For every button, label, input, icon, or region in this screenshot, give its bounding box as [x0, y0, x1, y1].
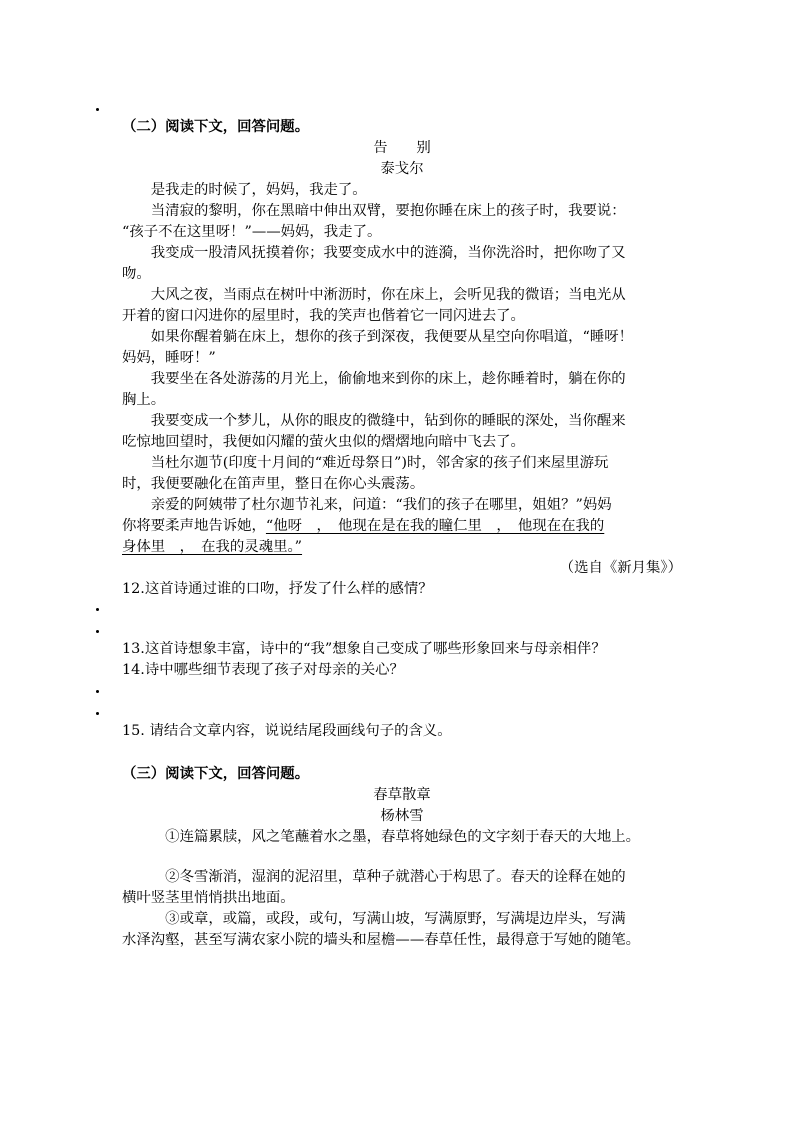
section2-heading: （二）阅读下文，回答问题。 — [122, 118, 310, 135]
margin-dot — [96, 690, 99, 693]
poem-line: 妈妈，睡呀！” — [122, 350, 216, 366]
poem-line: 如果你醒着躺在床上，想你的孩子到深夜，我便要从星空向你唱道，“睡呀！ — [122, 329, 634, 345]
essay-paragraph-3: ③或章，或篇，或段，或句，写满山坡，写满原野，写满堤边岸头，写满 — [122, 911, 626, 927]
poem-author: 泰戈尔 — [380, 161, 424, 177]
essay-paragraph-3: 水泽沟壑，甚至写满农家小院的墙头和屋檐——春草任性，最得意于写她的随笔。 — [122, 932, 641, 948]
poem-line: 亲爱的阿姨带了杜尔迦节礼来，问道：“我们的孩子在哪里，姐姐？”妈妈 — [122, 497, 612, 513]
essay-author: 杨林雪 — [380, 808, 424, 824]
margin-dot — [96, 712, 99, 715]
poem-line: 时，我便要融化在笛声里，整日在你心头震荡。 — [122, 476, 425, 492]
poem-line: 当清寂的黎明，你在黑暗中伸出双臂，要抱你睡在床上的孩子时，我要说： — [122, 203, 626, 219]
margin-dot — [96, 608, 99, 611]
margin-dot — [96, 108, 99, 111]
poem-line: 我变成一股清风抚摸着你；我要变成水中的涟漪，当你洗浴时，把你吻了又 — [122, 245, 626, 261]
poem-line: 大风之夜，当雨点在树叶中淅沥时，你在床上，会听见我的微语；当电光从 — [122, 287, 626, 303]
question-12: 12.这首诗通过谁的口吻，抒发了什么样的感情？ — [122, 581, 433, 597]
poem-line: 吃惊地回望时，我便如闪耀的萤火虫似的熠熠地向暗中飞去了。 — [122, 434, 525, 450]
poem-line-with-underline — [122, 515, 682, 537]
poem-source: （选自《新月集》） — [559, 560, 682, 576]
question-14: 14.诗中哪些细节表现了孩子对母亲的关心？ — [122, 662, 404, 678]
underlined-sentence: 身体里 ， 在我的灵魂里。” — [122, 539, 303, 555]
poem-line: 是我走的时候了，妈妈，我走了。 — [122, 182, 367, 198]
poem-line: 胸上。 — [122, 392, 166, 408]
poem-line: 开着的窗口闪进你的屋里时，我的笑声也偕着它一同闪进去了。 — [122, 308, 525, 324]
essay-title: 春草散章 — [373, 787, 431, 803]
essay-paragraph-2: 横叶竖茎里悄悄拱出地面。 — [122, 890, 295, 906]
underlined-sentence: “他呀 ， 他现在是在我的瞳仁里 ， 他现在在我的 — [265, 518, 605, 534]
question-13: 13.这首诗想象丰富，诗中的“我”想象自己变成了哪些形象回来与母亲相伴？ — [122, 641, 606, 657]
question-15: 15. 请结合文章内容，说说结尾段画线句子的含义。 — [122, 723, 452, 739]
poem-line: 我要变成一个梦儿，从你的眼皮的微缝中，钻到你的睡眠的深处，当你醒来 — [122, 413, 626, 429]
poem-title: 告 别 — [373, 140, 431, 156]
poem-line: 吻。 — [122, 266, 151, 282]
poem-line: 当杜尔迦节(印度十月间的“难近母祭日”)时，邻舍家的孩子们来屋里游玩 — [122, 455, 609, 471]
margin-dot — [96, 630, 99, 633]
essay-paragraph-1: ①连篇累牍，风之笔蘸着水之墨，春草将她绿色的文字刻于春天的大地上。 — [122, 829, 641, 845]
poem-line-text: 你将要柔声地告诉她， — [122, 518, 266, 534]
poem-line-underlined — [122, 536, 682, 558]
poem-line: 我要坐在各处游荡的月光上，偷偷地来到你的床上，趁你睡着时，躺在你的 — [122, 371, 626, 387]
poem-line: “孩子不在这里呀！”——妈妈，我走了。 — [122, 224, 382, 240]
essay-paragraph-2: ②冬雪渐消，湿润的泥沼里，草种子就潜心于构思了。春天的诠释在她的 — [122, 869, 626, 885]
section3-heading: （三）阅读下文，回答问题。 — [122, 765, 310, 782]
